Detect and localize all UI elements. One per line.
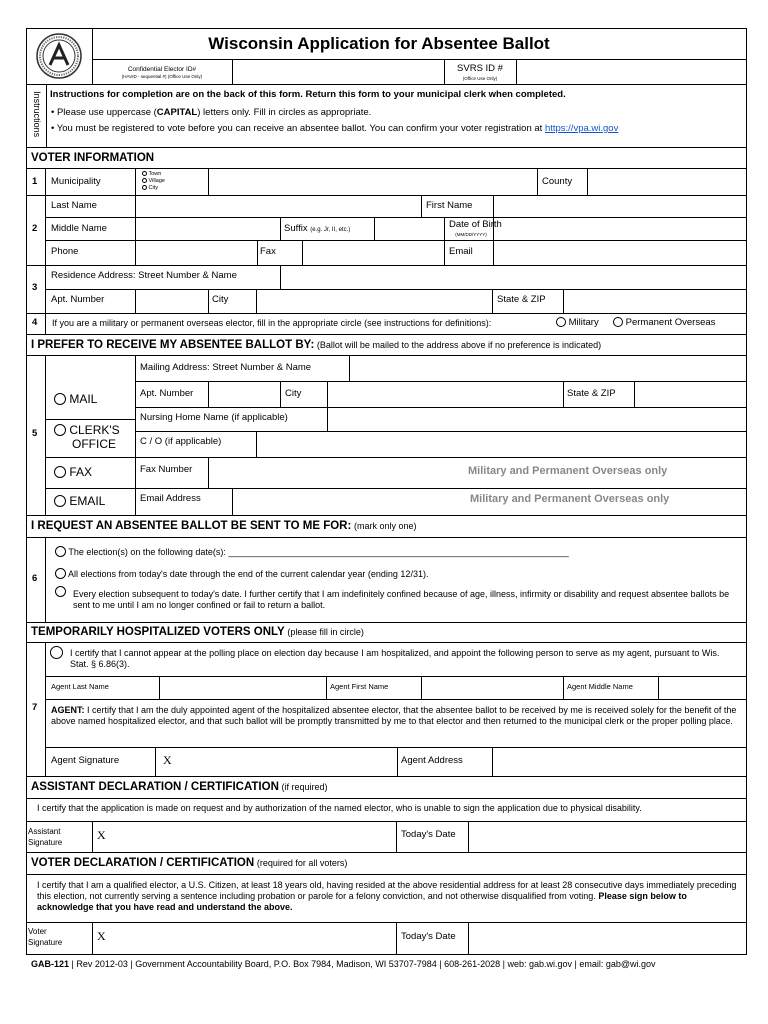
assistant-certification-text: I certify that the application is made on request and by authorization of the named elector, who is unable to sign the application due to physical disability. [37,803,642,813]
option-all-elections[interactable]: All elections from today's date through the end of the current calendar year (ending 12/31). [55,568,428,579]
agent-signature-field[interactable]: X [163,753,172,767]
agent-first-name-label: Agent First Name [330,682,389,691]
email-field[interactable] [494,241,746,265]
form-title: Wisconsin Application for Absentee Ballot [208,34,550,53]
agent-address-label: Agent Address [401,755,463,766]
assistant-signature-label: Assistant Signature [28,827,63,847]
section-request-for: I REQUEST AN ABSENTEE BALLOT BE SENT TO ME FOR: (mark only one) [31,520,417,532]
state-zip-label: State & ZIP [497,294,546,305]
voter-certification-text: I certify that I am a qualified elector, a U.S. Citizen, at least 18 years old, having resided at the above residential address for at least 28 consecutive days immediately preceding this election, not currently serving a sentence including probation or parole for a felony conviction, and not otherwise disqualified from voting. Please sign below to acknowledge that you have read and understand the above. [37,880,737,912]
row-number-3: 3 [32,282,38,293]
row-number-5: 5 [32,428,38,439]
city-field[interactable] [257,290,491,313]
row-number-2: 2 [32,223,38,234]
residence-address-label: Residence Address: Street Number & Name [51,270,237,281]
row-number-7: 7 [32,702,38,713]
county-field[interactable] [588,169,746,194]
row-number-4: 4 [32,317,38,328]
village-option[interactable]: Village [142,178,208,185]
state-zip-field[interactable] [564,290,746,313]
mailing-address-label: Mailing Address: Street Number & Name [140,362,312,373]
agent-signature-label: Agent Signature [51,755,120,766]
assistant-date-label: Today's Date [401,829,456,840]
nursing-home-field[interactable] [328,408,746,431]
option-every-election-text: Every election subsequent to today's date. I further certify that I am indefinitely confined because of age, illness, infirmity or disability and request absentee ballots be sent to me until I am no longer confined or fail to return a ballot. [73,589,730,610]
hospitalized-certification-text: I certify that I cannot appear at the polling place on election day because I am hospitalized, and appoint the following person to serve as my agent, pursuant to Wis. Stat. § 6.86(3). [70,648,720,669]
first-name-label: First Name [426,200,473,211]
residence-address-field[interactable] [281,266,746,289]
agent-address-field[interactable] [493,748,746,776]
clerks-office-option[interactable]: CLERK'S OFFICE [54,423,120,451]
county-label: County [542,176,573,187]
confidential-id-field[interactable] [233,60,443,84]
instructions-bullet-2: • You must be registered to vote before you can receive an absentee ballot. You can confirm your voter registration at https://vpa.wi.gov [51,123,619,134]
email-military-only-note: Military and Permanent Overseas only [470,493,670,505]
assistant-date-field[interactable] [469,822,746,852]
instructions-text: Instructions for completion are on the back of this form. Return this form to your municipal clerk when completed. [50,89,566,100]
section-assistant-declaration: ASSISTANT DECLARATION / CERTIFICATION (if required) [31,781,328,793]
mail-apt-number-field[interactable] [209,382,279,407]
military-option[interactable]: Military [556,317,599,329]
phone-field[interactable] [136,241,256,265]
last-name-field[interactable] [136,196,420,217]
agent-first-name-field[interactable] [422,677,562,699]
agent-certification-text: AGENT: I certify that I am the duly appointed agent of the hospitalized absentee elector, that the absentee ballot to be received by me is received solely for the benefit of the above named hospitalized elector, and that such ballot will be promptly transmitted by me to that elector and then returned to the municipal clerk or the proper polling place. [51,705,737,726]
voter-date-label: Today's Date [401,931,456,942]
fax-label: Fax [260,246,276,257]
confidential-id-label: Confidential Elector ID# [127,66,197,73]
option-every-election[interactable] [55,586,67,598]
fax-military-only-note: Military and Permanent Overseas only [468,465,668,477]
email-option[interactable]: EMAIL [54,495,105,509]
last-name-label: Last Name [51,200,97,211]
agent-middle-name-field[interactable] [659,677,746,699]
first-name-field[interactable] [494,196,746,217]
mail-apt-number-label: Apt. Number [140,388,194,399]
nursing-home-label: Nursing Home Name (if applicable) [140,412,288,423]
email-address-label: Email Address [140,493,201,504]
mail-city-field[interactable] [328,382,562,407]
section-hospitalized: TEMPORARILY HOSPITALIZED VOTERS ONLY (please fill in circle) [31,626,364,638]
date-of-birth-field[interactable] [494,218,746,240]
military-question: If you are a military or permanent overseas elector, fill in the appropriate circle (see instructions for definitions): [52,318,492,328]
care-of-field[interactable] [257,432,746,457]
section-voter-information: VOTER INFORMATION [31,152,155,164]
care-of-label: C / O (if applicable) [140,436,222,447]
suffix-label: Suffix (e.g. Jr, II, etc.) [284,223,351,234]
footer: GAB-121 | Rev 2012-03 | Government Accountability Board, P.O. Box 7984, Madison, WI 53707-7984 | 608-261-2028 | web: gab.wi.gov | email: gab@wi.gov [31,959,656,969]
mail-city-label: City [285,388,302,399]
apt-number-field[interactable] [136,290,207,313]
middle-name-label: Middle Name [51,223,107,234]
section-ballot-delivery: I PREFER TO RECEIVE MY ABSENTEE BALLOT BY: (Ballot will be mailed to the address above if no preference is indicated) [31,339,602,351]
option-specific-dates[interactable]: The election(s) on the following date(s): ____________________________________________________________________ [55,546,569,557]
agent-last-name-label: Agent Last Name [51,682,109,691]
assistant-signature-field[interactable]: X [97,828,106,842]
email-label: Email [449,246,473,257]
instructions-bullet-1: • Please use uppercase (CAPITAL) letters only. Fill in circles as appropriate. [51,107,372,118]
instructions-side-label: Instructions [32,91,43,138]
voter-signature-field[interactable]: X [97,929,106,943]
suffix-field[interactable] [375,218,443,240]
mailing-address-field[interactable] [350,356,746,381]
fax-field[interactable] [303,241,443,265]
agent-middle-name-label: Agent Middle Name [567,682,633,691]
row-number-1: 1 [32,176,38,187]
section-voter-declaration: VOTER DECLARATION / CERTIFICATION (required for all voters) [31,857,348,869]
date-of-birth-label: Date of Birth [449,219,502,230]
row-number-6: 6 [32,573,38,584]
phone-label: Phone [51,246,79,257]
municipality-label: Municipality [51,176,101,187]
registration-link[interactable]: https://vpa.wi.gov [544,123,619,134]
mail-option[interactable]: MAIL [54,393,97,407]
fax-number-label: Fax Number [140,464,193,475]
voter-signature-label: Voter Signature [28,927,63,947]
agent-last-name-field[interactable] [160,677,325,699]
municipality-type-options [142,171,208,193]
svrs-id-label: SVRS ID # [457,63,503,74]
fax-option[interactable]: FAX [54,466,92,480]
svrs-id-field[interactable] [517,60,746,84]
town-option[interactable]: Town [142,171,208,178]
mail-state-zip-field[interactable] [635,382,746,407]
municipality-field[interactable] [209,169,537,194]
city-option[interactable]: City [142,185,208,192]
mail-state-zip-label: State & ZIP [567,388,616,399]
hospitalized-certify-option[interactable] [50,646,64,660]
seal-logo [33,32,85,80]
city-label: City [212,294,229,305]
voter-date-field[interactable] [469,923,746,954]
apt-number-label: Apt. Number [51,294,105,305]
middle-name-field[interactable] [136,218,279,240]
permanent-overseas-option[interactable]: Permanent Overseas [613,317,715,329]
